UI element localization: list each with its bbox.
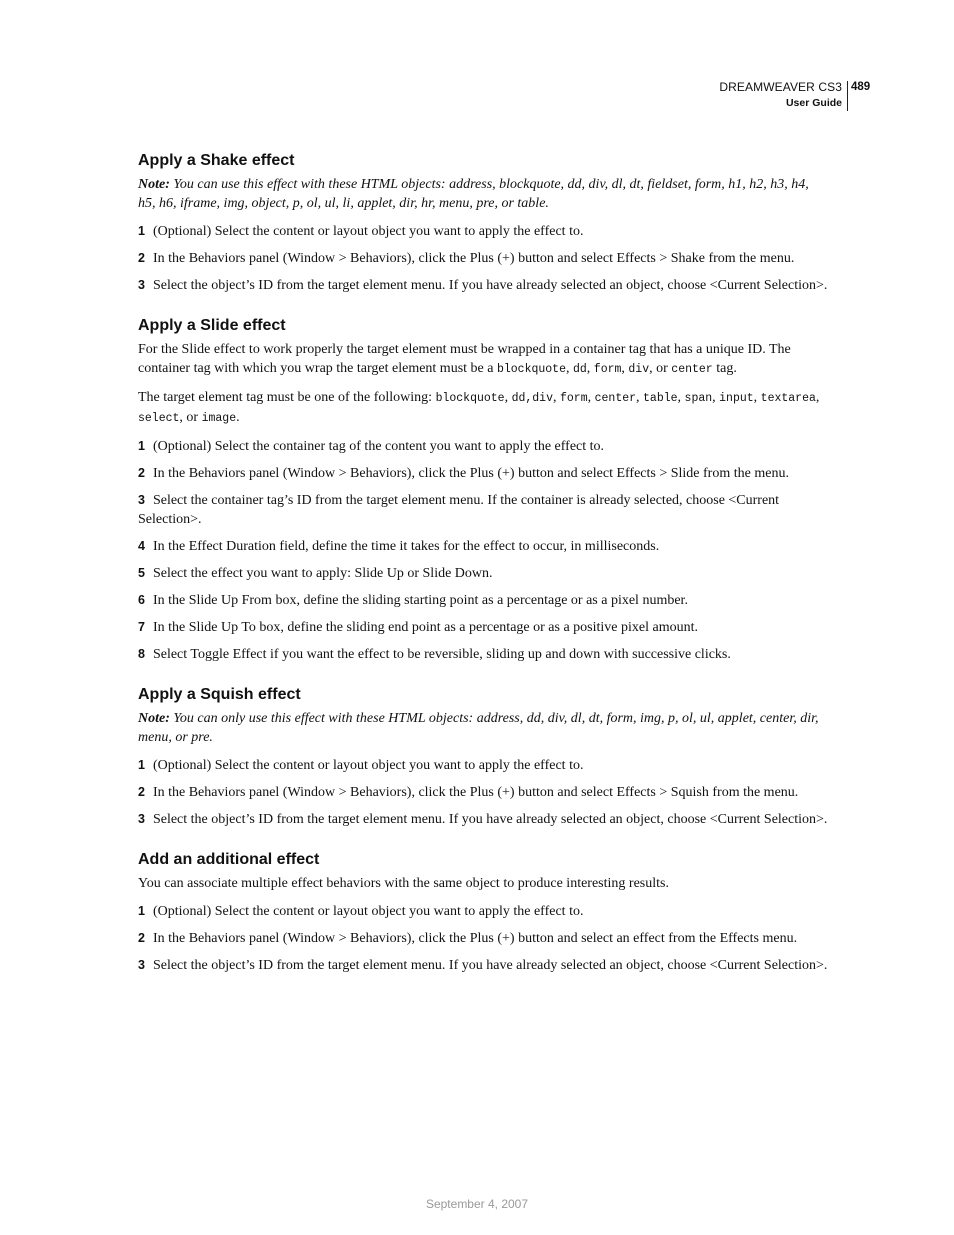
step-text: In the Slide Up To box, define the sliding end point as a percentage or as a positive pixel amount. <box>152 620 698 635</box>
step-number: 6 <box>138 593 145 607</box>
step-text: In the Effect Duration field, define the time it takes for the effect to occur, in milliseconds. <box>152 539 660 554</box>
code-tag: div <box>628 363 650 376</box>
step-item <box>138 783 828 802</box>
step-item <box>138 756 828 775</box>
step-number: 2 <box>138 251 145 265</box>
step-item <box>138 276 828 295</box>
code-tag: input <box>719 392 754 405</box>
header-guide-name: User Guide <box>785 97 842 109</box>
step-text: Select the object’s ID from the target element menu. If you have already selected an object, choose <Current Selection>. <box>152 958 828 973</box>
intro-text: For the Slide effect to work properly the target element must be wrapped in a container tag that has a unique ID. The container tag with which you wrap the target element must be a <box>138 342 791 376</box>
section-heading: Apply a Shake effect <box>138 152 295 169</box>
step-item <box>138 437 828 456</box>
intro-paragraph: For the Slide effect to work properly the target element must be wrapped in a container tag that has a unique ID. The container tag with which you wrap the target element must be a blockquote, dd, form, div, or center tag. <box>138 342 791 376</box>
code-tag: center <box>594 392 637 405</box>
note-label: Note: <box>138 177 170 192</box>
code-tag: center <box>671 363 713 376</box>
intro-paragraph: The target element tag must be one of the following: blockquote, dd,div, form, center, table, span, input, textarea, select, or image. <box>138 390 820 425</box>
code-tag: blockquote <box>496 363 566 376</box>
code-tag: table <box>643 392 678 405</box>
page-content <box>138 150 828 995</box>
step-text: In the Behaviors panel (Window > Behaviors), click the Plus (+) button and select Effects > Squish from the menu. <box>152 785 799 800</box>
section-slide-effect <box>138 315 828 664</box>
step-text: In the Slide Up From box, define the sliding starting point as a percentage or as a pixel number. <box>152 593 688 608</box>
conjunction-text: , or <box>649 361 672 376</box>
step-text: Select Toggle Effect if you want the effect to be reversible, sliding up and down with successive clicks. <box>152 647 731 662</box>
code-tag: form <box>560 392 588 405</box>
code-tag: blockquote <box>435 392 505 405</box>
code-tag: form <box>593 363 622 376</box>
step-number: 1 <box>138 224 145 238</box>
running-header <box>0 79 954 115</box>
step-text: (Optional) Select the content or layout object you want to apply the effect to. <box>152 224 584 239</box>
section-squish-effect <box>138 684 828 829</box>
code-tag: span <box>684 392 713 405</box>
step-item <box>138 618 828 637</box>
step-item <box>138 464 828 483</box>
conjunction-text: , or <box>179 410 202 425</box>
step-number: 3 <box>138 812 145 826</box>
step-text: In the Behaviors panel (Window > Behaviors), click the Plus (+) button and select Effects > Shake from the menu. <box>152 251 795 266</box>
step-text: In the Behaviors panel (Window > Behaviors), click the Plus (+) button and select an effect from the Effects menu. <box>152 931 798 946</box>
step-item <box>138 591 828 610</box>
section-shake-effect <box>138 150 828 295</box>
intro-text: The target element tag must be one of the following: <box>138 390 436 405</box>
header-title-block <box>719 79 842 111</box>
step-number: 2 <box>138 785 145 799</box>
section-heading: Add an additional effect <box>138 851 320 868</box>
section-additional-effect <box>138 849 828 975</box>
step-number: 3 <box>138 958 145 972</box>
note-paragraph <box>138 709 828 747</box>
step-item <box>138 645 828 664</box>
step-number: 1 <box>138 758 145 772</box>
page-number: 489 <box>851 81 871 93</box>
step-item <box>138 956 828 975</box>
code-tag: dd <box>572 363 587 376</box>
step-number: 8 <box>138 647 145 661</box>
footer-date: September 4, 2007 <box>425 1197 529 1211</box>
section-heading: Apply a Slide effect <box>138 317 286 334</box>
step-text: Select the container tag’s ID from the target element menu. If the container is already selected, choose <Current Selection>. <box>138 493 780 527</box>
step-item <box>138 929 828 948</box>
step-number: 7 <box>138 620 145 634</box>
step-number: 1 <box>138 439 145 453</box>
step-item <box>138 564 828 583</box>
step-number: 4 <box>138 539 145 553</box>
step-item <box>138 249 828 268</box>
step-text: Select the effect you want to apply: Slide Up or Slide Down. <box>152 566 493 581</box>
step-item <box>138 810 828 829</box>
intro-paragraph: You can associate multiple effect behaviors with the same object to produce interesting results. <box>138 876 669 891</box>
step-text: In the Behaviors panel (Window > Behaviors), click the Plus (+) button and select Effects > Slide from the menu. <box>152 466 789 481</box>
code-tag: textarea <box>760 392 816 405</box>
note-paragraph <box>138 175 828 213</box>
code-tag: image <box>201 412 237 425</box>
note-text: You can use this effect with these HTML objects: address, blockquote, dd, div, dl, dt, fieldset, form, h1, h2, h3, h4, h5, h6, iframe, img, object, p, ol, ul, li, applet, dir, hr, menu, pre, or table. <box>138 177 809 211</box>
header-product-name: DREAMWEAVER CS3 <box>719 80 842 94</box>
note-text: You can only use this effect with these HTML objects: address, dd, div, dl, dt, form, img, p, ol, ul, applet, center, dir, menu, or pre. <box>138 711 819 745</box>
step-item <box>138 537 828 556</box>
step-number: 3 <box>138 493 145 507</box>
header-divider <box>847 81 848 111</box>
step-number: 3 <box>138 278 145 292</box>
step-text: (Optional) Select the content or layout object you want to apply the effect to. <box>152 904 584 919</box>
intro-text-end: tag. <box>712 361 737 376</box>
step-number: 1 <box>138 904 145 918</box>
step-number: 2 <box>138 466 145 480</box>
code-tag: dd,div <box>511 392 553 405</box>
step-text: Select the object’s ID from the target element menu. If you have already selected an object, choose <Current Selection>. <box>152 278 828 293</box>
step-text: Select the object’s ID from the target element menu. If you have already selected an object, choose <Current Selection>. <box>152 812 828 827</box>
step-number: 2 <box>138 931 145 945</box>
step-text: (Optional) Select the content or layout object you want to apply the effect to. <box>152 758 584 773</box>
section-heading: Apply a Squish effect <box>138 686 301 703</box>
step-item <box>138 222 828 241</box>
code-tag: select <box>138 412 180 425</box>
step-item <box>138 491 828 529</box>
step-item <box>138 902 828 921</box>
step-text: (Optional) Select the container tag of the content you want to apply the effect to. <box>152 439 605 454</box>
note-label: Note: <box>138 711 170 726</box>
step-number: 5 <box>138 566 145 580</box>
